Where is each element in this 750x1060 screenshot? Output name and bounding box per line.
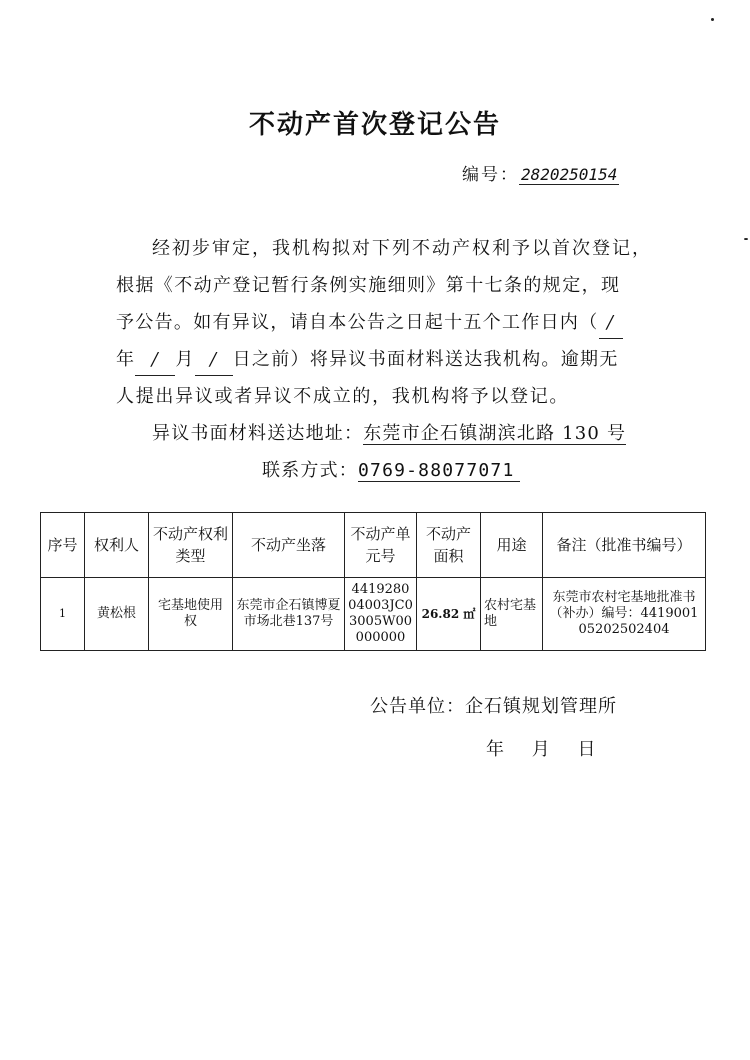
document-number-value: 2820250154 — [521, 165, 618, 184]
cell-remark: 东莞市农村宅基地批准书（补办）编号：441900105202502404 — [543, 578, 706, 651]
objection-address-label: 异议书面材料送达地址： — [152, 423, 364, 444]
cell-location: 东莞市企石镇博夏市场北巷137号 — [233, 578, 345, 651]
notice-line-3-text: 予公告。如有异议，请自本公告之日起十五个工作日内（ — [116, 312, 599, 333]
notice-line-4 — [116, 345, 619, 376]
objection-address — [152, 419, 626, 449]
contact-phone: 0769-88077071 — [358, 460, 520, 482]
issue-date — [486, 735, 596, 761]
notice-line-1: 经初步审定，我机构拟对下列不动产权利予以首次登记， — [152, 238, 652, 259]
header-remark: 备注（批准书编号） — [543, 513, 706, 578]
notice-line-5: 人提出异议或者异议不成立的，我机构将予以登记。 — [116, 386, 570, 407]
date-year: 年 — [486, 739, 505, 760]
page-title: 不动产首次登记公告 — [248, 110, 501, 140]
cell-use: 农村宅基地 — [481, 578, 543, 651]
cell-unit-no: 441928004003JC03005W00000000 — [345, 578, 417, 651]
issuing-unit — [370, 692, 617, 718]
contact-label: 联系方式： — [262, 460, 358, 481]
deadline-month-blank: / — [195, 345, 233, 376]
header-unit-no: 不动产单元号 — [345, 513, 417, 578]
cell-seq: 1 — [41, 578, 85, 651]
header-area: 不动产面积 — [417, 513, 481, 578]
cell-right-type: 宅基地使用权 — [149, 578, 233, 651]
scan-mark — [711, 18, 714, 21]
header-use: 用途 — [481, 513, 543, 578]
date-day: 日 — [577, 739, 597, 760]
cell-area: 26.82 ㎡ — [417, 578, 481, 651]
date-month: 月 — [531, 739, 551, 760]
registration-table — [40, 512, 706, 651]
deadline-month-label: 月 — [175, 349, 195, 370]
table-header-row — [41, 513, 706, 578]
header-owner: 权利人 — [85, 513, 149, 578]
scan-mark — [744, 238, 748, 240]
objection-address-value: 东莞市企石镇湖滨北路 130 号 — [363, 423, 627, 444]
header-location: 不动产坐落 — [233, 513, 345, 578]
issuing-unit-name: 企石镇规划管理所 — [465, 696, 617, 717]
document-number — [462, 160, 619, 185]
deadline-year-blank: / — [135, 345, 175, 376]
document-number-label: 编号： — [462, 165, 519, 185]
notice-line-4-text: 日之前）将异议书面材料送达我机构。逾期无 — [232, 349, 619, 370]
deadline-blank: / — [599, 308, 623, 339]
notice-line-3 — [116, 308, 623, 339]
header-right-type: 不动产权利类型 — [149, 513, 233, 578]
table-row — [41, 578, 706, 651]
notice-line-2: 根据《不动产登记暂行条例实施细则》第十七条的规定，现 — [116, 275, 621, 296]
contact-info — [262, 456, 520, 486]
issuing-unit-label: 公告单位： — [370, 696, 465, 717]
cell-owner: 黄松根 — [85, 578, 149, 651]
header-seq: 序号 — [41, 513, 85, 578]
deadline-year-label: 年 — [116, 349, 136, 370]
